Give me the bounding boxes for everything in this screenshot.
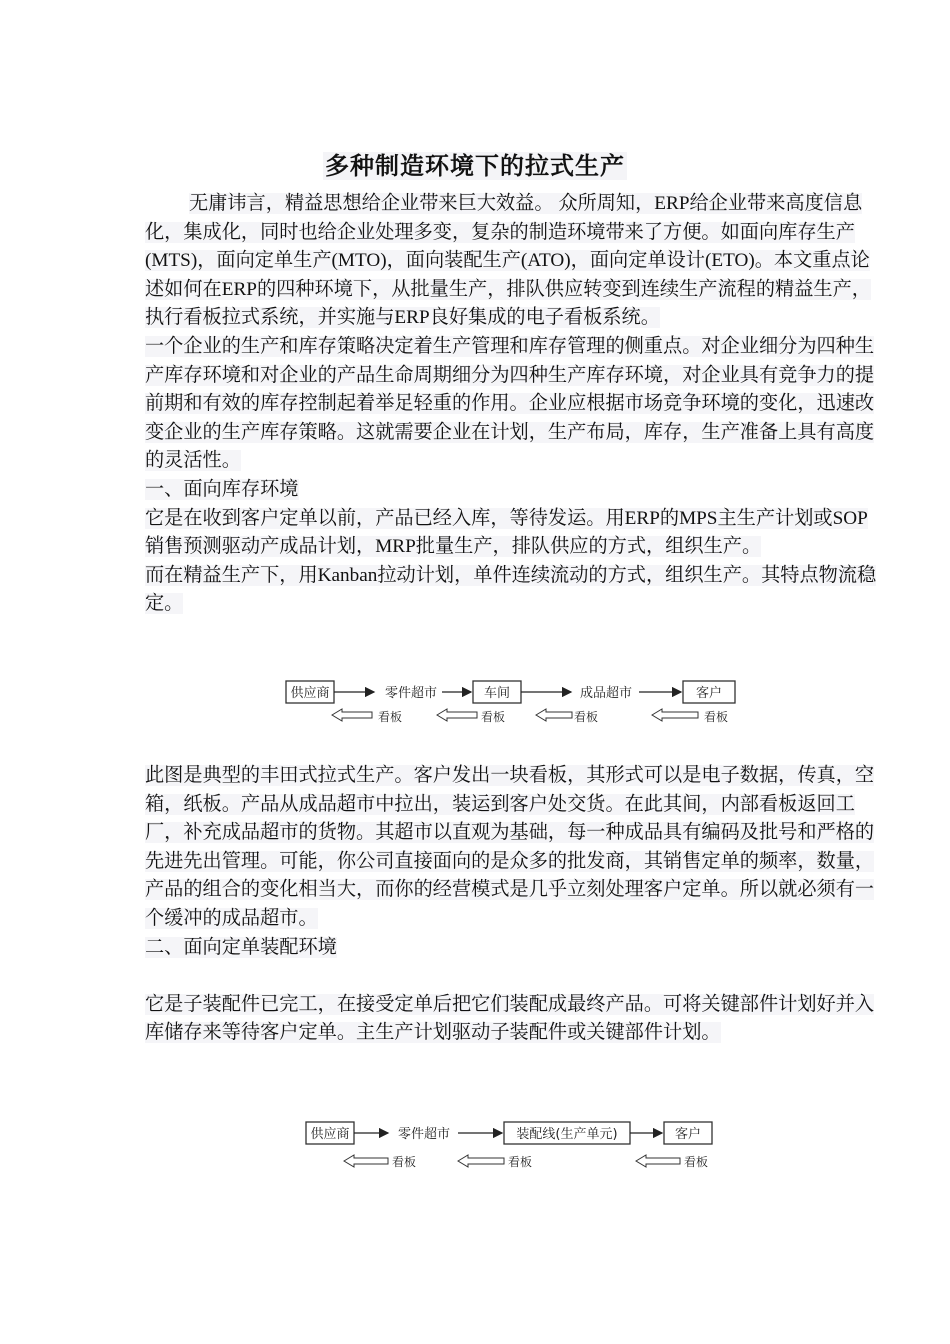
customer-label: 客户 (674, 1127, 702, 1142)
kanban-label: 看板 (378, 710, 403, 724)
body-section-1 (145, 190, 885, 619)
parts-market-label: 零件超市 (384, 686, 438, 701)
kanban-arrow-icon (332, 709, 372, 721)
kanban-label: 看板 (684, 1155, 709, 1169)
kanban-arrow-icon (652, 709, 698, 721)
kanban-label: 看板 (574, 710, 599, 724)
kanban-label: 看板 (508, 1155, 533, 1169)
body-section-2 (145, 762, 885, 1048)
paragraph-toyota: 此图是典型的丰田式拉式生产。客户发出一块看板，其形式可以是电子数据，传真，空箱，纸板。产品从成品超市中拉出，装运到客户处交货。在此其间，内部看板返回工厂，补充成品超市的货物。其超市以直观为基础，每一种成品具有编码及批号和严格的先进先出管理。可能，你公司直接面向的是众多的批发商，其销售定单的频率，数量，产品的组合的变化相当大，而你的经营模式是几乎立刻处理客户定单。所以就必须有一个缓冲的成品超市。 (145, 765, 875, 929)
kanban-label: 看板 (481, 710, 506, 724)
heading-ato: 二、面向定单装配环境 (145, 936, 337, 958)
figure-ato-flow (302, 1118, 722, 1170)
kanban-arrow-icon (437, 709, 477, 721)
kanban-label: 看板 (704, 710, 729, 724)
parts-market-label: 零件超市 (397, 1127, 451, 1142)
paragraph-mts: 它是在收到客户定单以前，产品已经入库，等待发运。用ERP的MPS主生产计划或SOP销售预测驱动产成品计划，MRP批量生产，排队供应的方式，组织生产。 (145, 507, 868, 558)
kanban-arrow-icon (458, 1155, 504, 1167)
heading-mts: 一、面向库存环境 (145, 478, 299, 500)
kanban-arrow-icon (344, 1155, 388, 1167)
document-title: 多种制造环境下的拉式生产 (325, 152, 625, 180)
paragraph-ato: 它是子装配件已完工，在接受定单后把它们装配成最终产品。可将关键部件计划好并入库储存来等待客户定单。主生产计划驱动子装配件或关键部件计划。 (145, 993, 875, 1044)
kanban-arrow-icon (636, 1155, 680, 1167)
paragraph-intro: 无庸讳言，精益思想给企业带来巨大效益。 众所周知，ERP给企业带来高度信息化，集成化，同时也给企业处理多变，复杂的制造环境带来了方便。如面向库存生产(MTS)，面向定单生产(MTO)，面向装配生产(ATO)，面向定单设计(ETO)。本文重点论述如何在ERP的四种环境下，从批量生产，排队供应转变到连续生产流程的精益生产，执行看板拉式系统，并实施与ERP良好集成的电子看板系统。 (145, 193, 871, 329)
finished-market-label: 成品超市 (579, 686, 633, 701)
assembly-line-label: 装配线(生产单元) (516, 1127, 618, 1142)
supplier-label: 供应商 (310, 1127, 350, 1142)
workshop-label: 车间 (483, 686, 511, 701)
kanban-arrow-icon (536, 709, 572, 721)
customer-label: 客户 (695, 686, 723, 701)
blank-line (145, 962, 885, 991)
paragraph-strategy: 一个企业的生产和库存策略决定着生产管理和库存管理的侧重点。对企业细分为四种生产库存环境和对企业的产品生命周期细分为四种生产库存环境，对企业具有竞争力的提前期和有效的库存控制起着举足轻重的作用。企业应根据市场竞争环境的变化，迅速改变企业的生产库存策略。这就需要企业在计划，生产布局，库存，生产准备上具有高度的灵活性。 (145, 335, 875, 472)
paragraph-lean: 而在精益生产下，用Kanban拉动计划，单件连续流动的方式，组织生产。其特点物流稳定。 (145, 564, 877, 615)
figure-mts-flow (284, 677, 740, 729)
kanban-label: 看板 (392, 1155, 417, 1169)
supplier-label: 供应商 (290, 686, 330, 701)
